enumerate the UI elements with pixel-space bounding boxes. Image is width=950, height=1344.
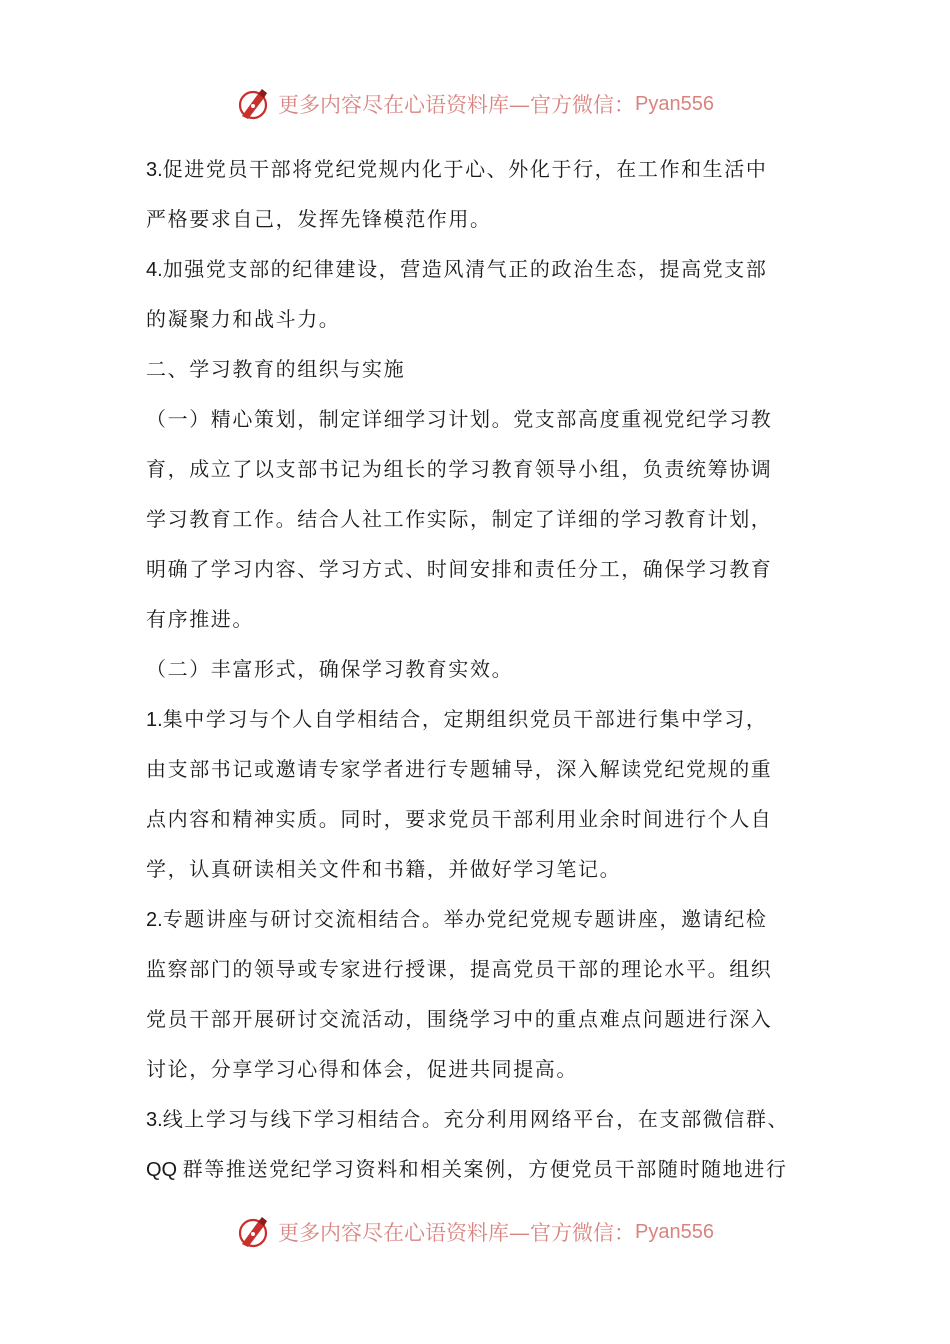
banner-wechat-id: Pyan556 xyxy=(635,92,714,115)
text-line: 监察部门的领导或专家进行授课，提高党员干部的理论水平。组织 xyxy=(146,957,773,981)
footer-watermark-banner xyxy=(0,1212,950,1252)
text-line: QQ 群等推送党纪学习资料和相关案例，方便党员干部随时随地进行 xyxy=(146,1157,788,1181)
text-line: 1.集中学习与个人自学相结合，定期组织党员干部进行集中学习， xyxy=(146,707,768,731)
text-line: 严格要求自己，发挥先锋模范作用。 xyxy=(146,207,492,231)
header-watermark-banner xyxy=(0,84,950,124)
text-line: （一）精心策划，制定详细学习计划。党支部高度重视党纪学习教 xyxy=(146,407,773,431)
pen-nib-logo-icon xyxy=(236,86,272,122)
text-line: 讨论，分享学习心得和体会，促进共同提高。 xyxy=(146,1057,578,1081)
banner-text: 更多内容尽在心语资料库—官方微信： xyxy=(278,1221,636,1245)
pen-nib-logo-icon xyxy=(236,1214,272,1250)
text-line: 的凝聚力和战斗力。 xyxy=(146,307,341,331)
text-line: 有序推进。 xyxy=(146,607,254,631)
text-line: 学习教育工作。结合人社工作实际，制定了详细的学习教育计划， xyxy=(146,507,773,531)
banner-text: 更多内容尽在心语资料库—官方微信： xyxy=(278,93,636,117)
text-line: 点内容和精神实质。同时，要求党员干部利用业余时间进行个人自 xyxy=(146,807,773,831)
section-heading: 二、学习教育的组织与实施 xyxy=(146,357,406,381)
text-line: 4.加强党支部的纪律建设，营造风清气正的政治生态，提高党支部 xyxy=(146,257,768,281)
text-line: 3.线上学习与线下学习相结合。充分利用网络平台，在支部微信群、 xyxy=(146,1107,790,1131)
subsection-heading: （二）丰富形式，确保学习教育实效。 xyxy=(146,657,514,681)
document-body xyxy=(146,144,810,1194)
text-line: 由支部书记或邀请专家学者进行专题辅导，深入解读党纪党规的重 xyxy=(146,757,773,781)
text-line: 2.专题讲座与研讨交流相结合。举办党纪党规专题讲座，邀请纪检 xyxy=(146,907,768,931)
banner-wechat-id: Pyan556 xyxy=(635,1220,714,1243)
text-line: 明确了学习内容、学习方式、时间安排和责任分工，确保学习教育 xyxy=(146,557,773,581)
text-line: 学，认真研读相关文件和书籍，并做好学习笔记。 xyxy=(146,857,622,881)
text-line: 党员干部开展研讨交流活动，围绕学习中的重点难点问题进行深入 xyxy=(146,1007,773,1031)
text-line: 3.促进党员干部将党纪党规内化于心、外化于行，在工作和生活中 xyxy=(146,157,768,181)
text-line: 育，成立了以支部书记为组长的学习教育领导小组，负责统筹协调 xyxy=(146,457,773,481)
